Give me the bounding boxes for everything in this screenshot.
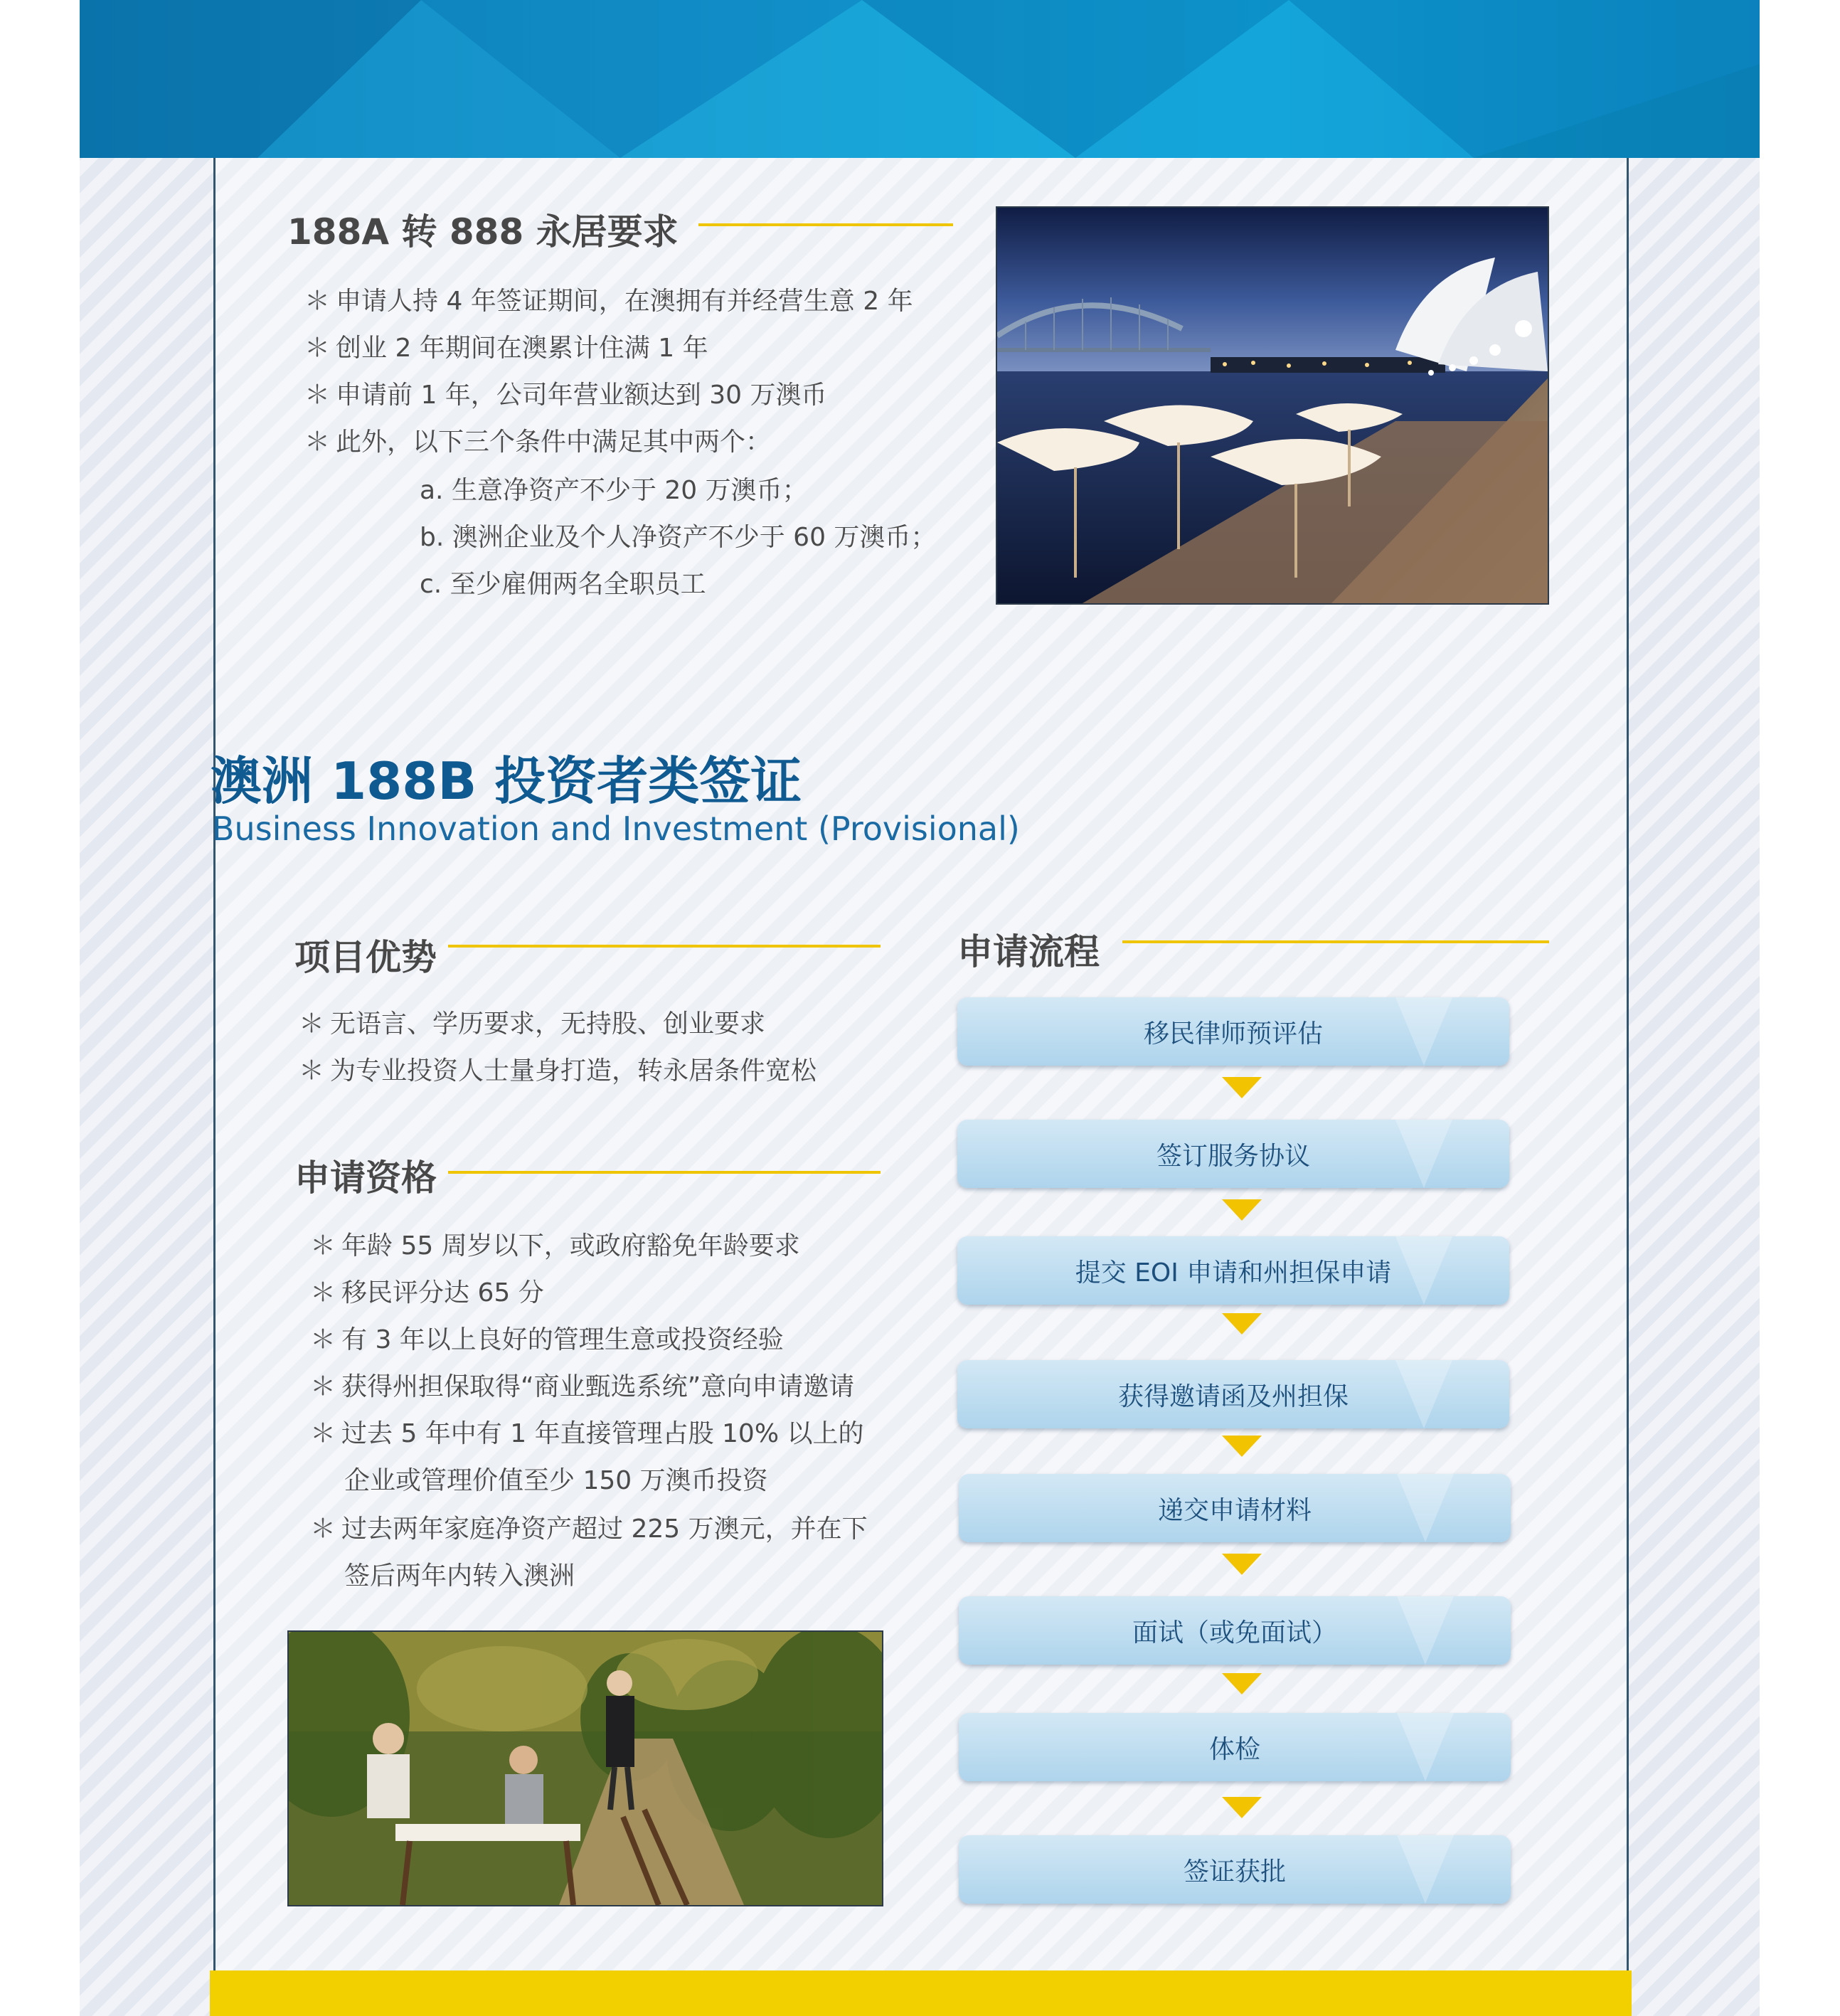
eligibility-bullet-5-continued: 企业或管理价值至少 150 万澳币投资	[344, 1466, 768, 1495]
process-step-2: 签订服务协议	[957, 1120, 1509, 1188]
section-188a-bullet-3: ＊ 申请前 1 年，公司年营业额达到 30 万澳币	[304, 381, 827, 410]
down-arrow-icon	[1222, 1797, 1262, 1818]
process-heading: 申请流程	[957, 931, 1100, 972]
down-arrow-icon	[1222, 1313, 1262, 1335]
down-arrow-icon	[1222, 1554, 1262, 1575]
process-step-8: 签证获批	[959, 1835, 1511, 1904]
bullet-star-icon: ＊	[304, 381, 331, 410]
bullet-star-icon: ＊	[310, 1372, 336, 1401]
bullet-star-icon: ＊	[304, 334, 331, 363]
down-arrow-icon	[1222, 1077, 1262, 1098]
process-step-6: 面试（或免面试）	[959, 1596, 1511, 1665]
footer-bar	[210, 1970, 1632, 2016]
advantages-bullet-2: ＊ 为专业投资人士量身打造，转永居条件宽松	[299, 1056, 817, 1086]
down-arrow-icon	[1222, 1199, 1262, 1221]
eligibility-heading: 申请资格	[294, 1157, 437, 1199]
bullet-star-icon: ＊	[310, 1231, 336, 1261]
eligibility-bullet-5: ＊ 过去 5 年中有 1 年直接管理占股 10% 以上的	[310, 1419, 864, 1448]
bullet-star-icon: ＊	[299, 1009, 325, 1039]
eligibility-bullet-6-continued: 签后两年内转入澳洲	[344, 1561, 575, 1591]
bullet-star-icon: ＊	[310, 1514, 336, 1544]
header-banner	[80, 0, 1760, 158]
eligibility-rule	[448, 1171, 881, 1174]
bullet-star-icon: ＊	[299, 1056, 325, 1086]
process-step-5: 递交申请材料	[959, 1474, 1511, 1542]
eligibility-bullet-4: ＊ 获得州担保取得“商业甄选系统”意向申请邀请	[310, 1372, 855, 1401]
banner-polygon-pattern	[80, 0, 1760, 158]
section-188a-sub-a: a. 生意净资产不少于 20 万澳币；	[420, 476, 808, 505]
advantages-rule	[448, 945, 881, 948]
eligibility-bullet-2: ＊ 移民评分达 65 分	[310, 1278, 544, 1307]
vineyard-illustration	[289, 1632, 882, 1905]
section-188a-sub-c: c. 至少雇佣两名全职员工	[420, 570, 706, 599]
eligibility-bullet-6: ＊ 过去两年家庭净资产超过 225 万澳元，并在下	[310, 1514, 868, 1544]
visa-188b-subtitle: Business Innovation and Investment (Provisional)	[212, 810, 1020, 848]
eligibility-bullet-1: ＊ 年龄 55 周岁以下，或政府豁免年龄要求	[310, 1231, 800, 1261]
sydney-harbour-illustration	[997, 208, 1548, 603]
bullet-star-icon: ＊	[310, 1419, 336, 1448]
sydney-harbour-photo	[996, 206, 1549, 605]
process-step-7: 体检	[959, 1713, 1511, 1781]
eligibility-bullet-3: ＊ 有 3 年以上良好的管理生意或投资经验	[310, 1325, 784, 1354]
down-arrow-icon	[1222, 1673, 1262, 1694]
section-188a-bullet-1: ＊ 申请人持 4 年签证期间，在澳拥有并经营生意 2 年	[304, 287, 913, 316]
process-step-3: 提交 EOI 申请和州担保申请	[957, 1236, 1509, 1305]
visa-188b-title: 澳洲 188B 投资者类签证	[211, 751, 802, 811]
section-188a-bullet-2: ＊ 创业 2 年期间在澳累计住满 1 年	[304, 334, 708, 363]
process-rule	[1122, 940, 1549, 943]
bullet-star-icon: ＊	[310, 1278, 336, 1307]
advantages-bullet-1: ＊ 无语言、学历要求，无持股、创业要求	[299, 1009, 766, 1039]
bullet-star-icon: ＊	[304, 287, 331, 316]
section-188a-rule	[698, 223, 953, 226]
advantages-heading: 项目优势	[294, 937, 437, 978]
section-188a-heading: 188A 转 888 永居要求	[287, 211, 679, 253]
bullet-star-icon: ＊	[310, 1325, 336, 1354]
down-arrow-icon	[1222, 1436, 1262, 1457]
bullet-star-icon: ＊	[304, 428, 331, 457]
section-188a-sub-b: b. 澳洲企业及个人净资产不少于 60 万澳币；	[420, 523, 937, 552]
section-188a-bullet-4: ＊ 此外，以下三个条件中满足其中两个：	[304, 428, 772, 457]
process-step-1: 移民律师预评估	[957, 997, 1509, 1066]
process-step-4: 获得邀请函及州担保	[957, 1360, 1509, 1428]
vineyard-dining-photo	[287, 1630, 883, 1906]
